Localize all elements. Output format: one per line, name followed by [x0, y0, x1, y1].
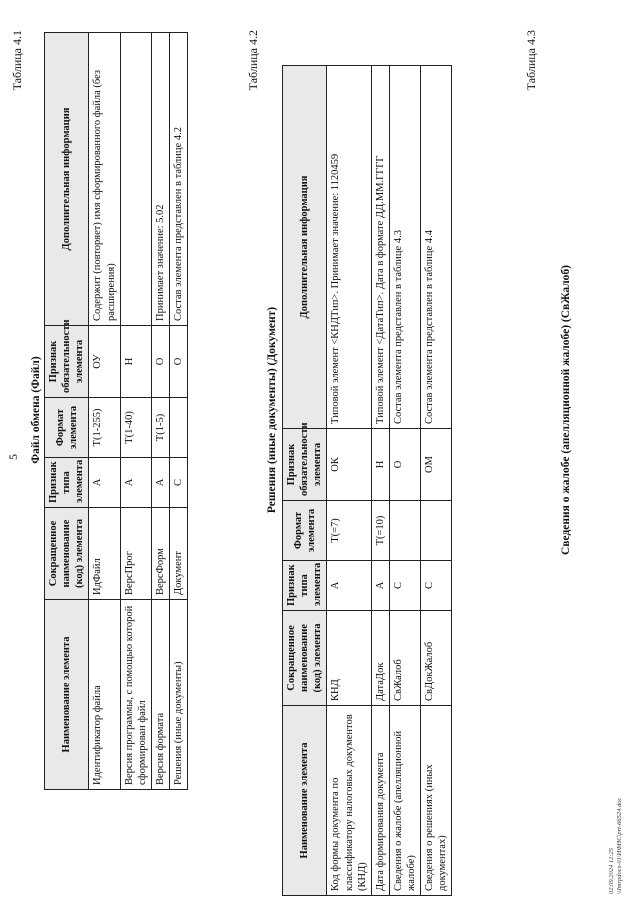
cell — [170, 398, 188, 458]
page-number: 5 — [6, 454, 20, 460]
table-row — [389, 66, 420, 896]
cell: С — [170, 458, 188, 508]
table-row — [170, 33, 188, 790]
cell: T(1-255) — [89, 398, 120, 458]
cell: Н — [120, 326, 151, 398]
cell: СвДокЖалоб — [421, 611, 452, 706]
cell: Н — [371, 429, 389, 501]
header-cell: Дополнительная информация — [45, 33, 89, 326]
header-cell: Признак обязательности элемента — [283, 429, 327, 501]
table-header-row — [283, 66, 327, 896]
cell: С — [389, 561, 420, 611]
footer-date: 02.09.2024 12:25 — [608, 847, 615, 894]
cell: ОМ — [421, 429, 452, 501]
table-row — [421, 66, 452, 896]
cell: ОК — [327, 429, 371, 501]
header-cell: Признак типа элемента — [45, 458, 89, 508]
cell: А — [327, 561, 371, 611]
cell: Версия формата — [151, 600, 169, 790]
cell: Сведения о жалобе (апелляционной жалобе) — [389, 706, 420, 896]
header-cell: Наименование элемента — [45, 600, 89, 790]
cell — [389, 501, 420, 561]
cell: СвЖалоб — [389, 611, 420, 706]
table-caption-4-1: Таблица 4.1 — [10, 30, 24, 91]
cell: А — [371, 561, 389, 611]
cell: Код формы документа по классификатору налоговых документов (КНД) — [327, 706, 371, 896]
cell: О — [151, 326, 169, 398]
cell: Дата формирования документа — [371, 706, 389, 896]
table-title-4-1: Файл обмена (Файл) — [30, 356, 42, 464]
cell — [120, 33, 151, 326]
header-cell: Признак типа элемента — [283, 561, 327, 611]
cell: Состав элемента представлен в таблице 4.3 — [389, 66, 420, 429]
table-row — [89, 33, 120, 790]
footer — [608, 798, 624, 894]
table-title-4-2: Решения (иные документы) (Документ) — [266, 306, 278, 514]
cell: КНД — [327, 611, 371, 706]
cell: Типовой элемент <КНДТип>. Принимает значение: 1120459 — [327, 66, 371, 429]
cell: Версия программы, с помощью которой сформирован файл — [120, 600, 151, 790]
header-cell: Наименование элемента — [283, 706, 327, 896]
cell: Сведения о решениях (иных документах) — [421, 706, 452, 896]
cell — [421, 501, 452, 561]
table-row — [327, 66, 371, 896]
cell: Идентификатор файла — [89, 600, 120, 790]
cell: Документ — [170, 508, 188, 600]
cell: А — [89, 458, 120, 508]
cell: Принимает значение: 5.02 — [151, 33, 169, 326]
cell: Типовой элемент <ДатаТип>. Дата в формате ДД.ММ.ГГГГ — [371, 66, 389, 429]
footer-path: \\Imrpdocs-01\ИФНС\prt-66524.doc — [615, 797, 623, 894]
header-cell: Признак обязательности элемента — [45, 326, 89, 398]
cell: Содержит (повторяет) имя сформированного файла (без расширения) — [89, 33, 120, 326]
cell: О — [170, 326, 188, 398]
cell: А — [120, 458, 151, 508]
table-4-1 — [44, 32, 188, 790]
cell: T(1-5) — [151, 398, 169, 458]
table-row — [120, 33, 151, 790]
cell: ДатаДок — [371, 611, 389, 706]
cell: ОУ — [89, 326, 120, 398]
cell: О — [389, 429, 420, 501]
table-4-2 — [282, 65, 452, 896]
cell: Решения (иные документы) — [170, 600, 188, 790]
header-cell: Формат элемента — [283, 501, 327, 561]
cell: ВерсФорм — [151, 508, 169, 600]
table-title-4-3: Сведения о жалобе (апелляционной жалобе) (СвЖалоб) — [560, 265, 572, 555]
cell: С — [421, 561, 452, 611]
cell: Состав элемента представлен в таблице 4.4 — [421, 66, 452, 429]
cell: T(=7) — [327, 501, 371, 561]
cell: ИдФайл — [89, 508, 120, 600]
cell: T(=10) — [371, 501, 389, 561]
cell: T(1-40) — [120, 398, 151, 458]
header-cell: Дополнительная информация — [283, 66, 327, 429]
header-cell: Сокращенное наименование (код) элемента — [283, 611, 327, 706]
cell: А — [151, 458, 169, 508]
header-cell: Сокращенное наименование (код) элемента — [45, 508, 89, 600]
cell: Состав элемента представлен в таблице 4.2 — [170, 33, 188, 326]
table-caption-4-2: Таблица 4.2 — [246, 30, 260, 91]
table-caption-4-3: Таблица 4.3 — [524, 30, 538, 91]
table-row — [151, 33, 169, 790]
table-header-row — [45, 33, 89, 790]
header-cell: Формат элемента — [45, 398, 89, 458]
table-row — [371, 66, 389, 896]
cell: ВерсПрог — [120, 508, 151, 600]
